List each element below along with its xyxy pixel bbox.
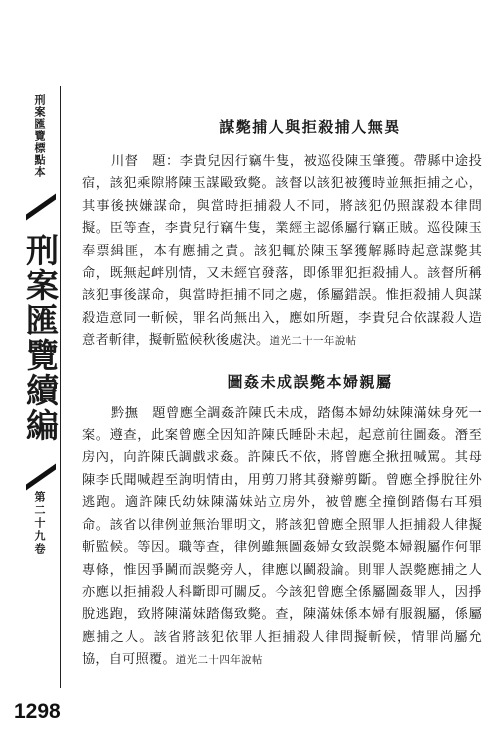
series-title: 刑案匯覽標點本	[33, 94, 46, 178]
decorative-slash	[26, 463, 56, 490]
volume-label: 第二十九卷	[33, 491, 46, 556]
page-number: 1298	[14, 700, 61, 723]
case-section	[82, 116, 482, 353]
case-source: 道光二十四年說帖	[175, 654, 263, 667]
page-content	[82, 116, 482, 672]
case-body	[82, 403, 482, 672]
case-text: 川督 題：李貴兒因行竊牛隻，被巡役陳玉肇獲。帶縣中途投宿，該犯乘隙將陳玉謀毆致斃。該督以該犯被獲時並無拒捕之心，其事後挾嫌謀命，與當時拒捕殺人不同，將該犯仍照謀殺本律問擬。臣等查，李貴兒行竊牛隻，業經主認係屬行竊正賊。巡役陳玉奉票緝匪，本有應捕之責。該犯輒於陳玉拏獲解縣時起意謀斃其命，既無起衅別情，又未經官發落，即係罪犯拒殺捕人。該督所稱該犯事後謀命，與當時拒捕不同之處，係屬錯誤。惟拒殺捕人與謀殺造意同一斬候，罪名尚無出入，應如所題，李貴兒合依謀殺人造意者斬律，擬斬監候秋後處決。	[82, 154, 482, 349]
case-text: 黔撫 題曾應全調姦許陳氏未成，踏傷本婦幼妹陳滿妹身死一案。遵查，此案曾應全因知許陳氏睡卧未起，起意前往圖姦。潛至房內，向許陳氏調戲求姦。許陳氏不依，將曾應全揪扭喊罵。其母陳李氏聞喊趕至詢明情由，用剪刀將其發辮剪斷。曾應全掙脫往外逃跑。適許陳氏幼妹陳滿妹站立房外，被曾應全撞倒踏傷右耳殞命。該省以律例並無治罪明文，將該犯曾應全照罪人拒捕殺人律擬斬監候。等因。職等查，律例雖無圖姦婦女致誤斃本婦親屬作何罪專條，惟因爭鬭而誤斃旁人，律應以鬬殺論。則罪人誤斃應捕之人亦應以拒捕殺人科斷即可關反。今該犯曾應全係屬圖姦罪人，因掙脫逃跑，致將陳滿妹踏傷致斃。查，陳滿妹係本婦有服親屬，係屬應捕之人。該省將該犯依罪人拒捕殺人律問擬斬候，情罪尚屬允協，自可照覆。	[82, 405, 482, 668]
case-title: 謀斃捕人與拒殺捕人無異	[219, 118, 401, 136]
book-title: 刑案匯覽續編	[21, 233, 60, 443]
case-body	[82, 151, 482, 353]
case-source: 道光二十一年說帖	[269, 335, 357, 348]
case-section	[82, 371, 482, 672]
sidebar	[20, 86, 61, 688]
decorative-slash	[26, 193, 56, 220]
case-title: 圖姦未成誤斃本婦親屬	[227, 372, 393, 391]
